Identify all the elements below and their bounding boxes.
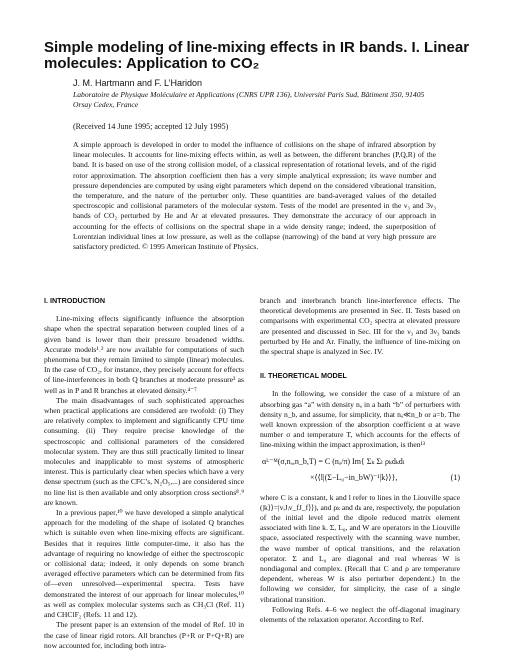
- intro-paragraph-5: branch and interbranch branch line-interference effects. The theoretical developments are presented in Sec. II. Tests based on comparisons with experimental CO₂ spectra at elevated pressure are presented and discussed in Sec. III for the ν₃ and 3ν₃ bands perturbed by He and Ar. Finally, the influence of line-mixing on the spectral shape is analyzed in Sec. IV.: [260, 296, 460, 357]
- equation-line-1: αᴸ⁻ᴹ(σ,nₐ,n_b,T) = C (nₐ/π) Im{ Σₖ Σₗ ρₖdₖdₗ: [262, 456, 405, 466]
- equation-line-2: ×⟨⟨l|(Σ−L₀−in_bW)⁻¹|k⟩⟩},: [310, 472, 398, 482]
- abstract: A simple approach is developed in order to model the influence of collisions on the shape of infrared absorption by linear molecules. It accounts for line-mixing effects within, as well as between, the different branches (P,Q,R) of the band. It is based on use of the strong collision model, of a classical representation of rotational levels, and of the rigid rotor approximation. The absorption coefficient then has a very simple analytical expression; its wave number and pressure dependencies are computed by using eight parameters which depend on the considered vibrational transition, the temperature, and the nature of the perturber only. These quantities are band-averaged values of the detailed spectroscopic and collisional parameters of the molecular system. Tests of the model are presented in the ν₃ and 3ν₃ bands of CO₂ perturbed by He and Ar at elevated pressures. They demonstrate the accuracy of our approach in accounting for the effects of collisions on the spectral shape in a wide density range; indeed, the superposition of Lorentzian individual lines at low pressure, as well as the collapse (narrowing) of the band at very high pressure are satisfactory predicted. © 1995 American Institute of Physics.: [73, 140, 436, 252]
- right-column: [260, 296, 460, 625]
- theory-paragraph-2: where C is a constant, k and l refer to lines in the Liouville space (|k⟩⟩=|vᵢJᵢv_fJ_f⟩⟩), and ρₖ and dₖ are, respectively, the population of the initial level and the dipole reduced matrix element associated with line k. Σ, L₀, and W are operators in the Liouville space, associated respectively with the scanning wave number, the wave number of optical transitions, and the relaxation operator. Σ and L₀ are diagonal and real whereas W is nondiagonal and complex. (Recall that C and ρ are temperature dependent, whereas W is also perturber dependent.) In the following we consider, for simplicity, the case of a single vibrational transition.: [260, 492, 460, 604]
- theory-paragraph-1: In the following, we consider the case of a mixture of an absorbing gas “a” with density nₐ in a bath “b” of perturbers with density n_b, and assume, for simplicity, that nₐ≪n_b or a=b. The well known expression of the absorption coefficient α at wave number σ and temperature T, which accounts for the effects of line-mixing within the impact approximation, is then¹³: [260, 389, 460, 450]
- intro-paragraph-3: In a previous paper,¹⁰ we have developed a simple analytical approach for the modeling of the shape of isolated Q branches which is suitable even when line-mixing effects are significant. Besides that it requires little computer-time, it also has the advantage of requiring no knowledge of either the spectroscopic or collisional data; indeed, it only depends on some branch averaged effective parameters which can be determined from fits of—even unresolved—experimental spectra. Tests have demonstrated the interest of our approach for linear molecules,¹⁰ as well as complex molecular systems such as CH₃Cl (Ref. 11) and CHClF₂ (Refs. 11 and 12).: [44, 508, 244, 620]
- theory-paragraph-3: Following Refs. 4–6 we neglect the off-diagonal imaginary elements of the relaxation operator. According to Ref.: [260, 604, 460, 625]
- received-date: (Received 14 June 1995; accepted 12 July 1995): [73, 122, 229, 131]
- intro-paragraph-4: The present paper is an extension of the model of Ref. 10 in the case of linear rigid rotors. All branches (P+R or P+Q+R) are now accounted for, including both intra-: [44, 620, 244, 650]
- affiliation: Laboratoire de Physique Moléculaire et Applications (CNRS UPR 136), Université Paris Sud, Bâtiment 350, 91405 Orsay Cedex, France: [73, 90, 425, 109]
- equation-1: [260, 457, 460, 487]
- authors: J. M. Hartmann and F. L’Haridon: [73, 78, 203, 88]
- left-column: [44, 296, 244, 651]
- intro-paragraph-2: The main disadvantages of such sophisticated approaches when practical applications are considered are twofold: (i) They are relatively complex to implement and significantly CPU time consuming. (ii) They require precise knowledge of the spectroscopic and collisional parameters of the considered molecular system. They are thus still practically limited to linear molecules and inapplicable to most systems of atmospheric interest. This is particularly clear when species which have a very dense spectrum (such as the CFC’s, N₂O₅,...) are considered since no line list is then available and only absorption cross sections⁸˒⁹ are known.: [44, 395, 244, 507]
- section-heading-introduction: I. INTRODUCTION: [44, 296, 106, 305]
- equation-number: (1): [450, 472, 460, 482]
- paper-title: Simple modeling of line-mixing effects in IR bands. I. Linear molecules: Application to CO₂: [44, 39, 470, 72]
- section-heading-theory: II. THEORETICAL MODEL: [260, 371, 347, 381]
- intro-paragraph-1: Line-mixing effects significantly influence the absorption shape when the spectral separation between coupled lines of a given band is lower than their pressure broadened widths. Accurate models¹˒² are now available for computations of such phenomena but they remain limited to simple (linear) molecules. In the case of CO₂, for instance, they precisely account for effects of line-interferences in both Q branches at moderate pressure³ as well as in P and R branches at elevated density.⁴⁻⁷: [44, 314, 244, 395]
